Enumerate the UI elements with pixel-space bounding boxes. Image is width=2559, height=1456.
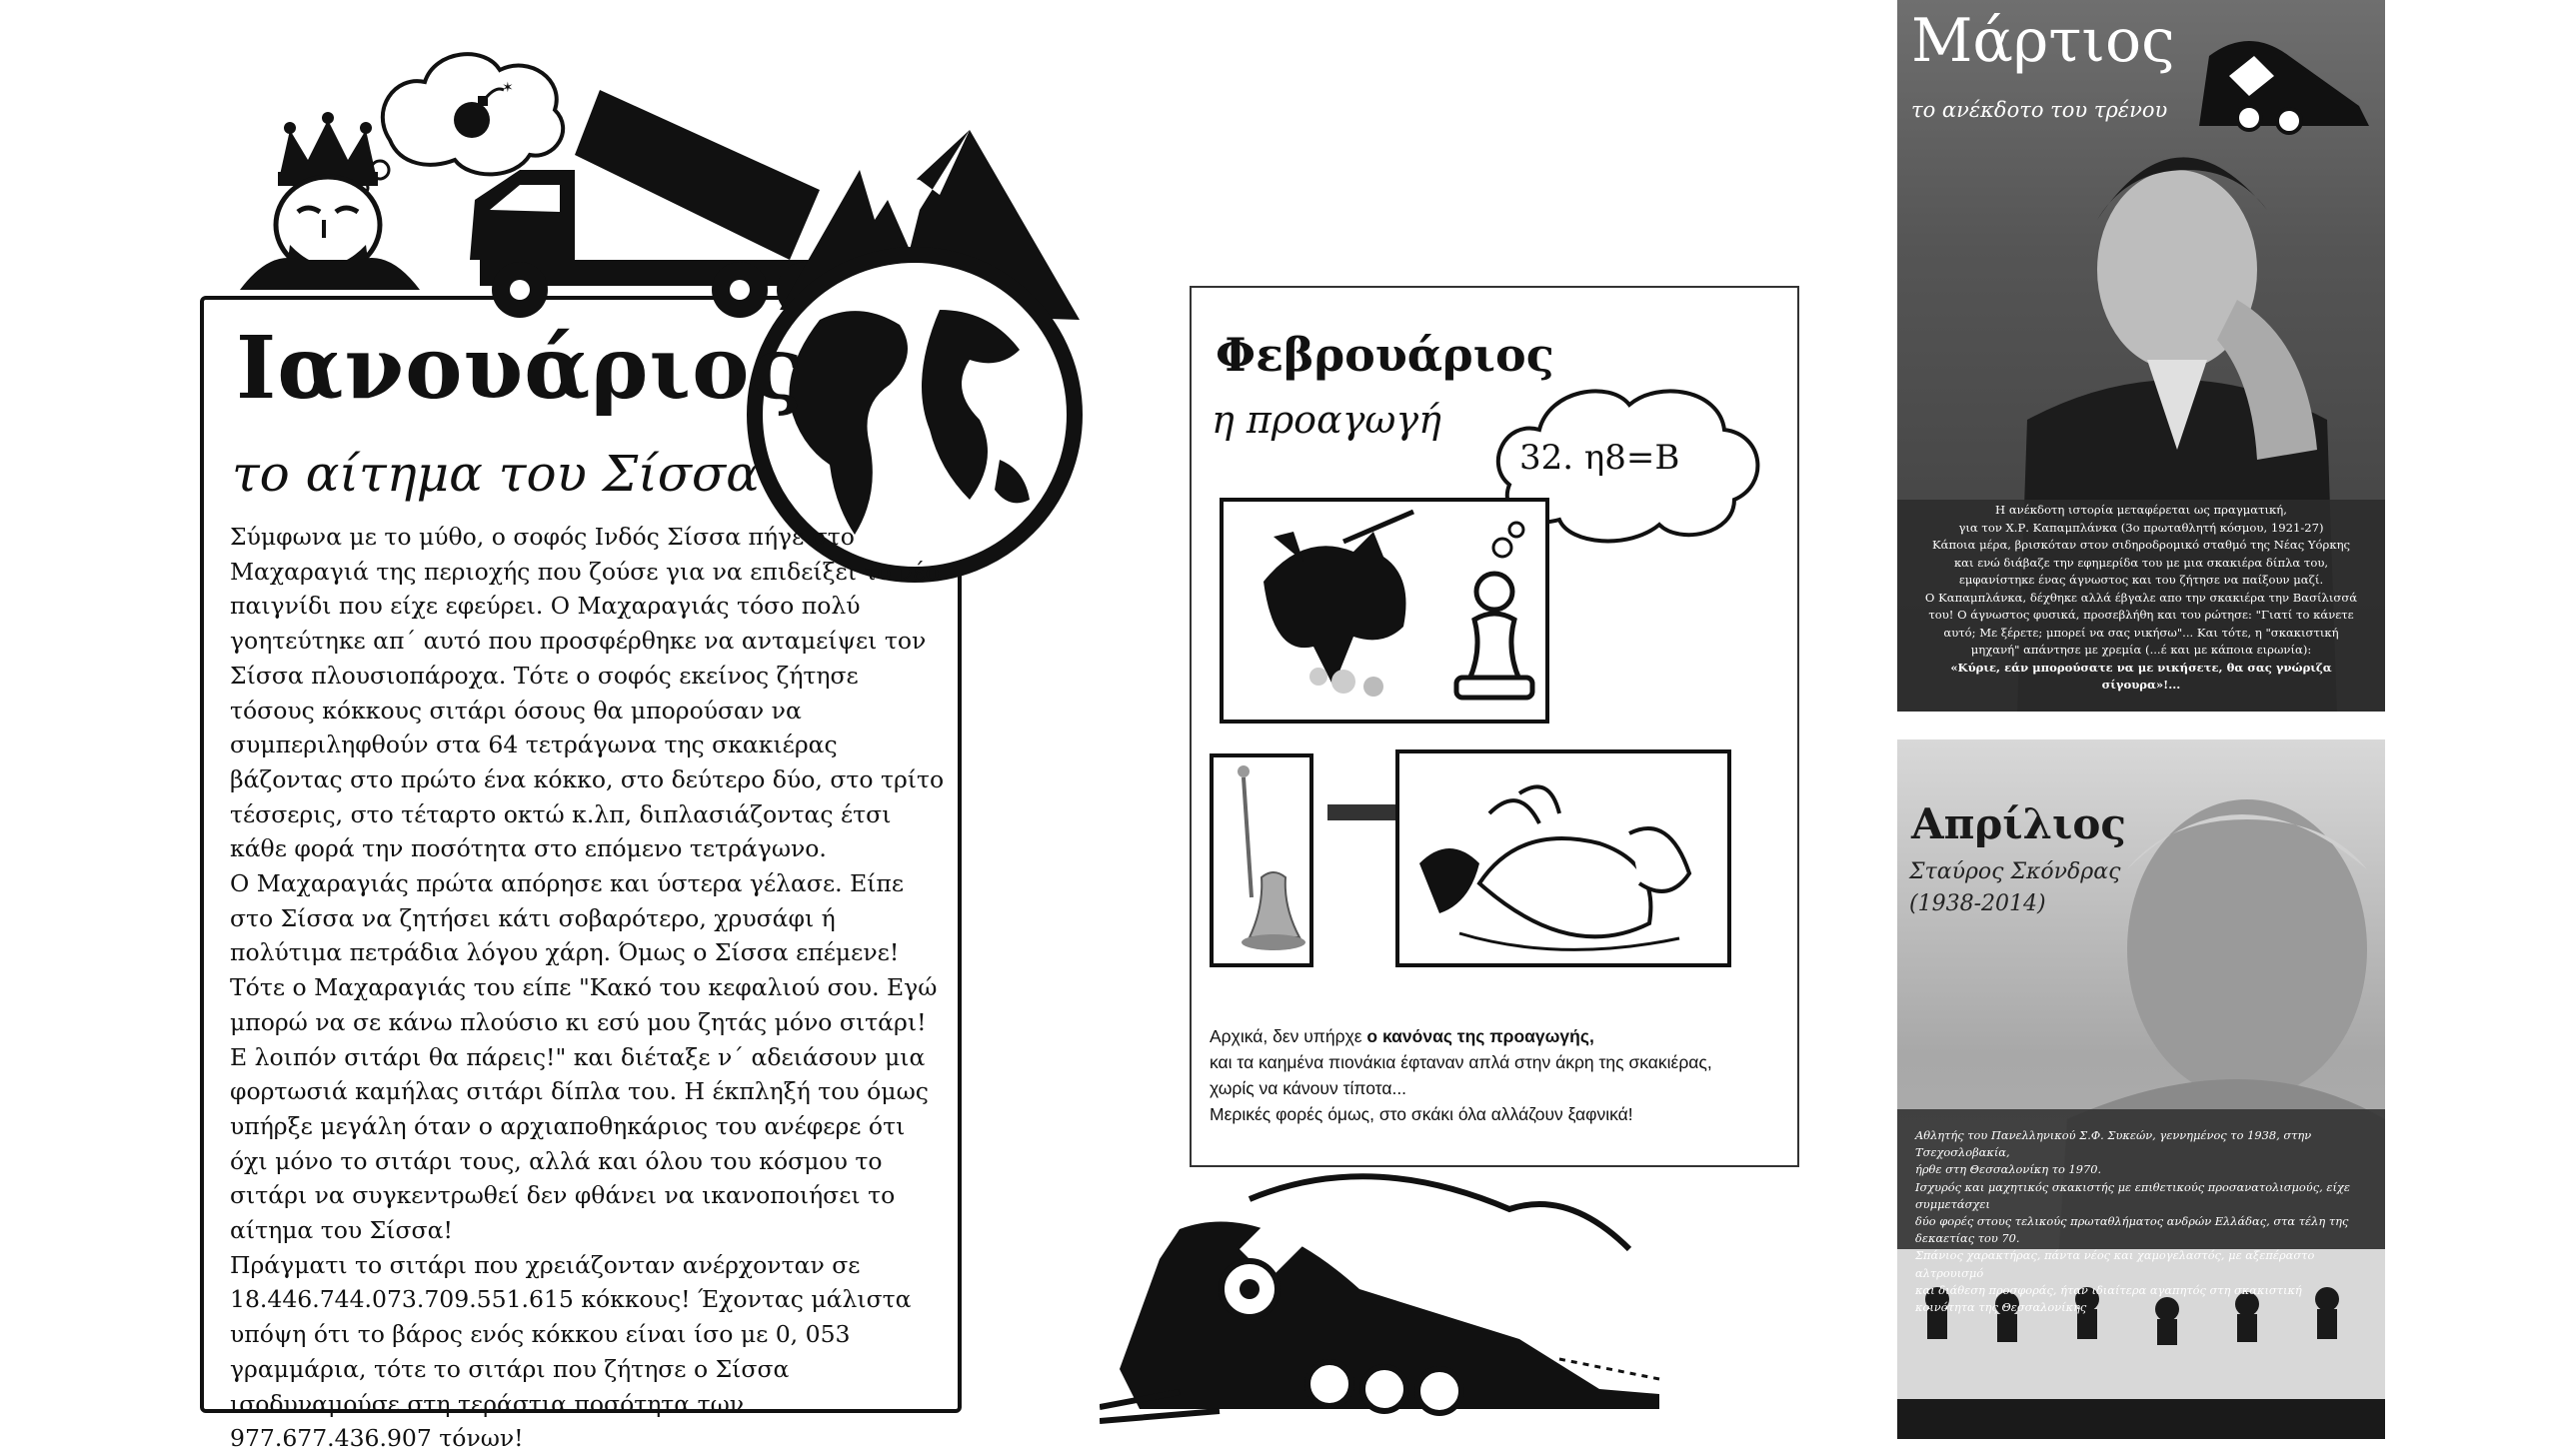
march-line: «Κύριε, εάν μπορούσατε να με νικήσετε, θα σας γνώριζα σίγουρα»!... bbox=[1950, 660, 2332, 692]
february-caption-line: χωρίς να κάνουν τίποτα... bbox=[1210, 1078, 1407, 1098]
march-title: Μάρτιος bbox=[1911, 6, 2175, 76]
promotion-rule-text: ο κανόνας της προαγωγής, bbox=[1366, 1026, 1594, 1046]
queen-piece-icon bbox=[1214, 757, 1309, 963]
april-line: Αθλητής του Πανελληνικού Σ.Φ. Συκεών, γεννημένος το 1938, στην Τσεχοσλοβακία, bbox=[1915, 1128, 2312, 1160]
march-subtitle: το ανέκδοτο του τρένου bbox=[1911, 98, 2168, 122]
april-player-years: (1938-2014) bbox=[1909, 891, 2046, 916]
april-line: Ισχυρός και μαχητικός σκακιστής με επιθετικούς προσανατολισμούς, είχε συμμετάσχει bbox=[1915, 1179, 2350, 1211]
january-paragraph: Πράγματι το σιτάρι που χρειάζονταν ανέρχονταν σε 18.446.744.073.709.551.615 κόκκους! Έχοντας μάλιστα υπόψη ότι το βάρος ενός κόκκου είναι ίσο με 0, 053 γραμμάρια, τότε το σιτάρι που ζήτησε ο Σίσσα ισοδυναμούσε στη τεράστια ποσότητα των 977.677.436.907 τόνων! bbox=[230, 1250, 912, 1453]
april-line: ήρθε στη Θεσσαλονίκη το 1970. bbox=[1915, 1162, 2102, 1177]
april-line: Σπάνιος χαρακτήρας, πάντα νέος και χαμογελαστός, με αξεπέραστο αλτρουισμό bbox=[1915, 1248, 2315, 1280]
svg-text:✶: ✶ bbox=[502, 80, 514, 96]
january-paragraph: Σύμφωνα με το μύθο, ο σοφός Ινδός Σίσσα πήγε στο Μαχαραγιά της περιοχής που ζούσε για να επιδείξει το νέο παιγνίδι που είχε εφεύρει. Ο Μαχαραγιάς τόσο πολύ γοητεύτηκε απ΄ αυτό που προσφέρθηκε να ανταμείψει τον Σίσσα πλουσιοπάροχα. Τότε ο σοφός εκείνος ζήτησε τόσους κόκκους σιτάρι όσους θα μπορούσαν να συμπεριληφθούν στα 64 τετράγωνα της σκακιέρας βάζοντας στο πρώτο ένα κόκκο, στο δεύτερο δύο, στο τρίτο τέσσερις, στο τέταρτο οκτώ κ.λπ, διπλασιάζοντας έτσι κάθε φορά την ποσότητα στο επόμενο τετράγωνο. bbox=[230, 523, 945, 863]
comic-pane-queen bbox=[1210, 753, 1313, 967]
february-caption-line: Αρχικά, δεν υπήρχε ο κανόνας της προαγωγής, bbox=[1210, 1026, 1594, 1046]
february-caption bbox=[1210, 1023, 1769, 1127]
march-anecdote bbox=[1911, 502, 2371, 695]
march-line: μηχανή" απάντησε με χρεμία (...έ και με κάποια ειρωνία): bbox=[1970, 643, 2312, 657]
april-player-name: Σταύρος Σκόνδρας bbox=[1909, 859, 2121, 884]
pawn-icon bbox=[1444, 520, 1544, 710]
april-biography bbox=[1915, 1127, 2365, 1316]
march-line: και ενώ διάβαζε την εφημερίδα του με μια σκακιέρα δίπλα του, bbox=[1953, 555, 2329, 570]
january-story bbox=[230, 520, 950, 1456]
january-title: Ιανουάριος bbox=[236, 318, 804, 419]
march-line: Η ανέκδοτη ιστορία μεταφέρεται ως πραγματική, bbox=[1995, 503, 2287, 517]
march-line: εμφανίστηκε ένας άγνωστος και του ζήτησε να παίξουν μαζί. bbox=[1958, 573, 2324, 587]
comic-pane-horse bbox=[1395, 749, 1731, 967]
february-caption-line: και τα καημένα πιονάκια έφταναν απλά στην άκρη της σκακιέρας, bbox=[1210, 1052, 1712, 1072]
april-line: δύο φορές στους τελικούς πρωταθλήματος ανδρών Ελλάδας, στα τέλη της δεκαετίας του 70. bbox=[1915, 1214, 2349, 1246]
february-title: Φεβρουάριος bbox=[1216, 328, 1554, 382]
february-caption-line: Μερικές φορές όμως, στο σκάκι όλα αλλάζουν ξαφνικά! bbox=[1210, 1104, 1633, 1124]
april-line: και διάθεση προσφοράς, ήταν ιδιαίτερα αγαπητός στη σκακιστική κοινότητα της Θεσσαλονίκης bbox=[1915, 1282, 2302, 1315]
march-line: Ο Καπαμπλάνκα, δέχθηκε αλλά έβγαλε απο την σκακιέρα την Βασίλισσά bbox=[1924, 590, 2358, 605]
march-line: του! Ο άγνωστος φυσικά, προσεβλήθη και του ρώτησε: "Γιατί το κάνετε bbox=[1928, 608, 2354, 622]
train-icon bbox=[1100, 1139, 1699, 1429]
march-line: Κάποια μέρα, βρισκόταν στον σιδηροδρομικό σταθμό της Νέας Υόρκης bbox=[1931, 538, 2351, 552]
february-bubble-move: 32. η8=Β bbox=[1519, 438, 1680, 478]
april-title: Απρίλιος bbox=[1911, 799, 2126, 848]
march-line: για τον Χ.Ρ. Καπαμπλάνκα (3ο πρωταθλητή κόσμου, 1921-27) bbox=[1958, 520, 2324, 535]
march-line: αυτό; Με ξέρετε; μπορεί να σας νικήσω"... Και τότε, η "σκακιστική bbox=[1943, 625, 2339, 640]
train-icon bbox=[2189, 26, 2379, 136]
february-subtitle: η προαγωγή bbox=[1212, 398, 1441, 442]
january-subtitle: το αίτημα του Σίσσα bbox=[232, 445, 760, 503]
fallen-horse-icon bbox=[1399, 753, 1727, 963]
january-paragraph: Ο Μαχαραγιάς πρώτα απόρησε και ύστερα γέλασε. Είπε στο Σίσσα να ζητήσει κάτι σοβαρότερο, χρυσάφι ή πολύτιμα πετράδια λόγου χάρη. Όμως ο Σίσσα επέμενε! Τότε ο Μαχαραγιάς του είπε "Κακό του κεφαλιού σου. Εγώ μπορώ να σε κάνω πλούσιο κι εσύ μου ζητάς μόνο σιτάρι! Ε λοιπόν σιτάρι θα πάρεις!" και διέταξε ν΄ αδειάσουν μια φορτωσιά καμήλας σιτάρι δίπλα του. Η έκπληξή του όμως υπήρξε μεγάλη όταν ο αρχιαποθηκάριος του ανέφερε ότι όχι μόνο το σιτάρι τους, αλλά και όλου του κόσμου το σιτάρι να συγκεντρωθεί δεν φθάνει να ικανοποιήσει το αίτημα του Σίσσα! bbox=[230, 869, 938, 1245]
